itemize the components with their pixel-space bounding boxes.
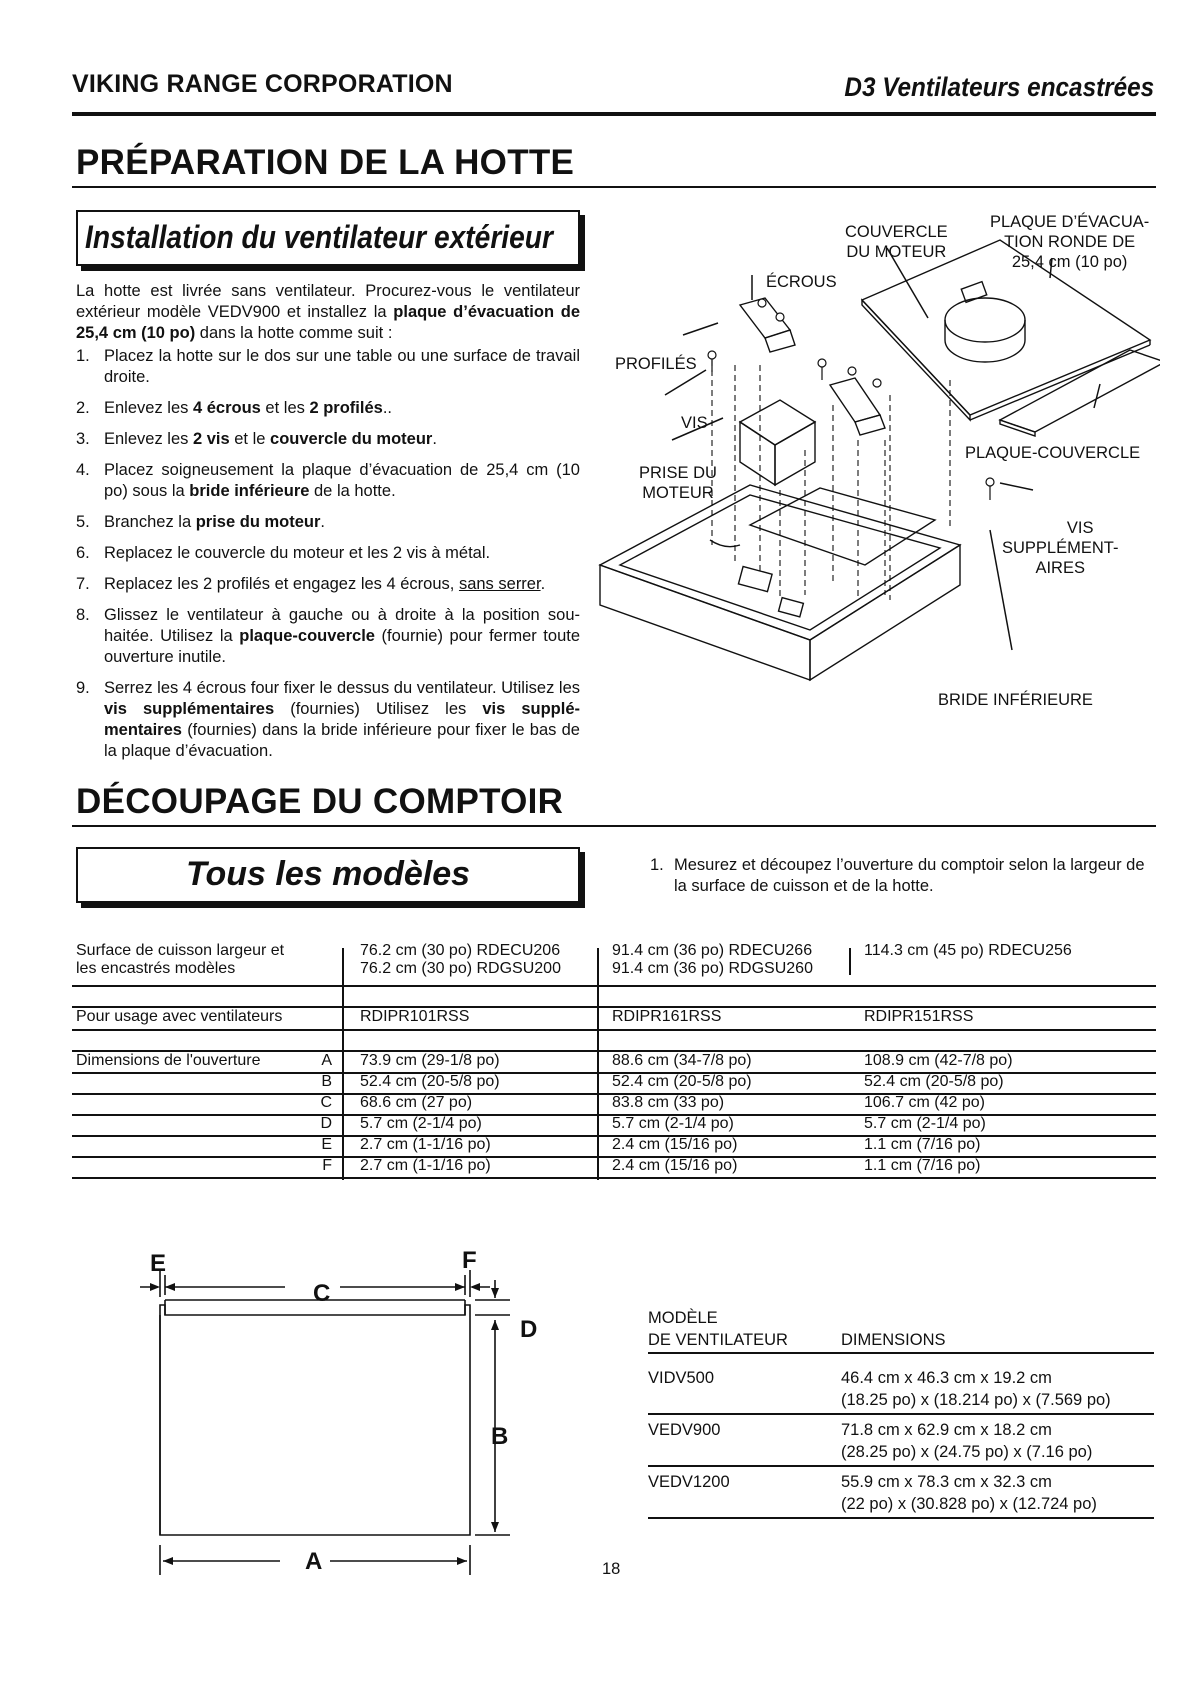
vent-head-model: MODÈLE DE VENTILATEUR — [648, 1309, 788, 1349]
vent-dimensions: 55.9 cm x 78.3 cm x 32.3 cm (22 po) x (30.828 po) x (12.724 po) — [841, 1473, 1097, 1513]
dim-key: A — [321, 1052, 332, 1069]
cutout-outline — [160, 1305, 470, 1535]
cutout-step-number: 1. — [650, 856, 664, 874]
letter-a: A — [305, 1548, 323, 1575]
label-extra-screws: VIS SUPPLÉMENT- AIRES — [1002, 519, 1119, 577]
step-text: 2 profilés — [309, 399, 383, 417]
step-number: 3. — [76, 430, 90, 448]
dim-col3: 1.1 cm (7/16 po) — [864, 1157, 981, 1174]
cutout-drawing — [130, 1245, 570, 1585]
step-text: Replacez les 2 profilés et engagez les 4 écrous, — [104, 575, 459, 593]
step-number: 7. — [76, 575, 90, 593]
install-text — [76, 281, 580, 772]
cutout-step — [650, 855, 1156, 897]
step-text: .. — [382, 399, 392, 417]
all-models-box-title: Tous les modèles — [185, 855, 471, 893]
label-cover-plate: PLAQUE-COUVERCLE — [965, 444, 1141, 462]
step-text: 2 vis — [192, 430, 230, 448]
step-text: (fournies) Utilisez les — [274, 700, 483, 718]
install-step — [76, 543, 580, 564]
dim-col1: 2.7 cm (1-1/16 po) — [360, 1157, 491, 1174]
step-number: 9. — [76, 679, 90, 697]
step-text: . — [540, 575, 546, 593]
section-title-cutout: DÉCOUPAGE DU COMPTOIR — [76, 782, 564, 821]
label-screws: VIS — [681, 414, 708, 432]
dim-col2: 5.7 cm (2-1/4 po) — [612, 1115, 734, 1132]
dim-key: B — [321, 1073, 332, 1090]
page-number: 18 — [602, 1560, 621, 1578]
step-number: 6. — [76, 544, 90, 562]
models-col3: 114.3 cm (45 po) RDECU256 — [864, 942, 1072, 959]
dim-key: D — [320, 1115, 332, 1132]
letter-c: C — [313, 1280, 331, 1307]
install-step — [76, 512, 580, 533]
all-models-box — [76, 847, 580, 903]
letter-b: B — [491, 1423, 509, 1450]
install-step — [76, 429, 580, 450]
step-text: de la hotte. — [309, 482, 396, 500]
step-text: Replacez le couvercle du moteur et les 2 vis à métal. — [104, 544, 491, 562]
vent-col3: RDIPR151RSS — [864, 1008, 974, 1025]
header-rule — [72, 112, 1156, 116]
step-number: 4. — [76, 461, 90, 479]
step-text: Serrez les 4 écrous four fixer le dessus du ventilateur. Utilisez les — [104, 679, 580, 697]
dims-label: Dimensions de l'ouverture — [76, 1052, 261, 1069]
vent-model-name: VEDV900 — [648, 1421, 721, 1439]
install-steps — [76, 346, 580, 762]
dim-key: C — [320, 1094, 332, 1111]
letter-d: D — [520, 1316, 538, 1343]
vent-label: Pour usage avec ventilateurs — [76, 1008, 283, 1025]
section-rule-2 — [72, 825, 1156, 827]
vent-dimensions: 71.8 cm x 62.9 cm x 18.2 cm (28.25 po) x (24.75 po) x (7.16 po) — [841, 1421, 1093, 1461]
dim-col3: 5.7 cm (2-1/4 po) — [864, 1115, 986, 1132]
step-text: plaque-couvercle — [239, 627, 375, 645]
dim-col3: 106.7 cm (42 po) — [864, 1094, 985, 1111]
dim-col1: 68.6 cm (27 po) — [360, 1094, 473, 1111]
intro-text-bold: plaque d’évacuation de 25,4 cm (10 po) — [76, 303, 580, 342]
dim-key: E — [321, 1136, 332, 1153]
dim-col2: 2.4 cm (15/16 po) — [612, 1136, 738, 1153]
dim-col3: 108.9 cm (42-7/8 po) — [864, 1052, 1013, 1069]
step-text: Enlevez les — [104, 430, 193, 448]
vent-col2: RDIPR161RSS — [612, 1008, 722, 1025]
dim-col2: 83.8 cm (33 po) — [612, 1094, 725, 1111]
step-number: 2. — [76, 399, 90, 417]
install-box — [76, 210, 580, 266]
install-step — [76, 346, 580, 388]
step-text: (fournie) pour fermer toute ouverture inutile. — [104, 627, 581, 666]
dim-col3: 52.4 cm (20-5/8 po) — [864, 1073, 1004, 1090]
company-name: VIKING RANGE CORPORATION — [72, 70, 453, 98]
install-step — [76, 574, 580, 595]
models-col1: 76.2 cm (30 po) RDECU206 76.2 cm (30 po) RDGSU200 — [360, 942, 561, 977]
dim-col2: 2.4 cm (15/16 po) — [612, 1157, 738, 1174]
step-number: 8. — [76, 606, 90, 624]
vent-model-name: VEDV1200 — [648, 1473, 730, 1491]
step-text: 4 écrous — [192, 399, 261, 417]
step-text: couvercle du moteur — [270, 430, 433, 448]
dim-key: F — [322, 1157, 332, 1174]
dim-col2: 52.4 cm (20-5/8 po) — [612, 1073, 752, 1090]
step-number: 5. — [76, 513, 90, 531]
step-text: vis supplé-mentaires — [104, 700, 581, 739]
label-nuts: ÉCROUS — [766, 273, 837, 291]
section-title-preparation: PRÉPARATION DE LA HOTTE — [76, 143, 575, 182]
label-motor-plug: PRISE DU MOTEUR — [639, 464, 717, 502]
dim-col3: 1.1 cm (7/16 po) — [864, 1136, 981, 1153]
intro-text-a: La hotte est livrée sans ventilateur. Procurez-vous le ventilateur extérieur modèle VEDV900 et installez la — [76, 282, 580, 321]
step-text: et les — [260, 399, 310, 417]
intro-text-b: dans la hotte comme suit : — [195, 324, 393, 342]
step-text: prise du moteur — [195, 513, 321, 531]
step-text: Placez la hotte sur le dos sur une table ou une surface de travail droite. — [104, 347, 580, 386]
install-step — [76, 398, 580, 419]
step-text: Branchez la — [104, 513, 196, 531]
cutout-spec-table — [72, 942, 1156, 1182]
label-motor-cover: COUVERCLE DU MOTEUR — [845, 223, 948, 261]
step-text: et le — [229, 430, 271, 448]
letter-f: F — [462, 1247, 477, 1274]
label-channels: PROFILÉS — [615, 355, 697, 373]
cutout-step-text: Mesurez et découpez l’ouverture du comptoir selon la largeur de la surface de cuisson et de la hotte. — [674, 856, 1145, 895]
step-text: Placez soigneusement la plaque d’évacuation de 25,4 cm (10 po) sous la — [104, 461, 580, 500]
dim-col1: 5.7 cm (2-1/4 po) — [360, 1115, 482, 1132]
dim-col1: 52.4 cm (20-5/8 po) — [360, 1073, 500, 1090]
vent-dimensions: 46.4 cm x 46.3 cm x 19.2 cm (18.25 po) x (18.214 po) x (7.569 po) — [841, 1369, 1111, 1409]
product-title: D3 Ventilateurs encastrées — [844, 72, 1154, 102]
step-text: (fournies) dans la bride inférieure pour fixer le bas de la plaque d’évacuation. — [104, 721, 580, 760]
step-text: . — [320, 513, 325, 531]
label-exhaust-plate: PLAQUE D’ÉVACUA- TION RONDE DE 25,4 cm (10 po) — [990, 213, 1150, 271]
letter-e: E — [150, 1250, 167, 1277]
install-step — [76, 460, 580, 502]
step-number: 1. — [76, 347, 90, 365]
install-step — [76, 678, 580, 762]
dim-col1: 2.7 cm (1-1/16 po) — [360, 1136, 491, 1153]
vent-model-name: VIDV500 — [648, 1369, 715, 1387]
step-text: Enlevez les — [104, 399, 193, 417]
models-label: Surface de cuisson largeur et les encastrés modèles — [76, 942, 285, 977]
section-rule — [72, 186, 1156, 188]
label-lower-flange: BRIDE INFÉRIEURE — [938, 691, 1093, 709]
intro-paragraph — [76, 281, 580, 344]
step-text: . — [432, 430, 437, 448]
step-text: Glissez le ventilateur à gauche ou à droite à la position sou-haitée. Utilisez la — [104, 606, 580, 645]
step-text: bride inférieure — [189, 482, 310, 500]
vent-col1: RDIPR101RSS — [360, 1008, 470, 1025]
step-text: vis supplémentaires — [104, 700, 275, 718]
step-text: sans serrer — [458, 575, 541, 593]
dim-col2: 88.6 cm (34-7/8 po) — [612, 1052, 752, 1069]
install-box-title: Installation du ventilateur extérieur — [85, 219, 553, 255]
models-col2: 91.4 cm (36 po) RDECU266 91.4 cm (36 po) RDGSU260 — [612, 942, 813, 977]
dim-col1: 73.9 cm (29-1/8 po) — [360, 1052, 500, 1069]
install-step — [76, 605, 580, 668]
vent-head-dimensions: DIMENSIONS — [841, 1331, 946, 1349]
